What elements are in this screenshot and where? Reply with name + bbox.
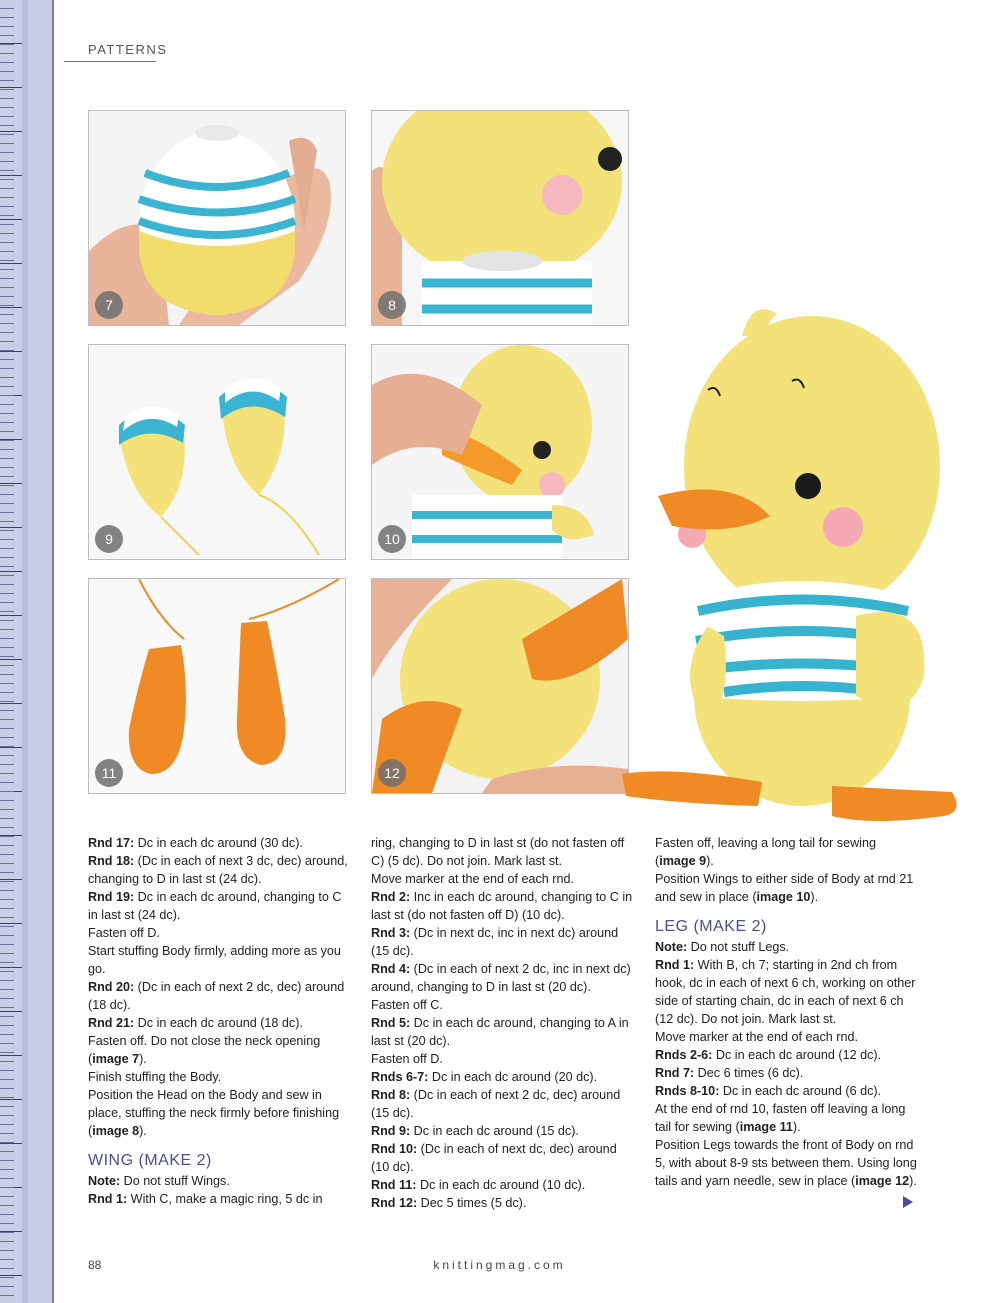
photo-7 bbox=[88, 110, 346, 326]
instruction-line: Rnd 18: (Dc in each of next 3 dc, dec) around, changing to D in last st (24 dc). bbox=[88, 854, 348, 886]
section-rule bbox=[64, 61, 156, 62]
continue-arrow-icon bbox=[903, 1196, 913, 1208]
instruction-line: At the end of rnd 10, fasten off leaving a long tail for sewing (image 11). bbox=[655, 1102, 906, 1134]
ruler-margin bbox=[0, 0, 54, 1303]
finished-chick-photo bbox=[612, 296, 972, 842]
instruction-line: Fasten off, leaving a long tail for sewing (image 9). bbox=[655, 836, 876, 868]
instruction-line: Rnd 11: Dc in each dc around (10 dc). bbox=[371, 1178, 586, 1192]
instruction-line: Position Wings to either side of Body at rnd 21 and sew in place (image 10). bbox=[655, 872, 914, 904]
instruction-line: Rnd 21: Dc in each dc around (18 dc). bbox=[88, 1016, 303, 1030]
instruction-line: Rnds 6-7: Dc in each dc around (20 dc). bbox=[371, 1070, 598, 1084]
instruction-line: Note: Do not stuff Wings. bbox=[88, 1174, 230, 1188]
section-label: PATTERNS bbox=[88, 42, 168, 57]
instruction-line: Rnd 2: Inc in each dc around, changing to C in last st (do not fasten off D) (10 dc). bbox=[371, 890, 633, 922]
instruction-line: Fasten off D. bbox=[88, 926, 160, 940]
leg-heading: LEG (MAKE 2) bbox=[655, 918, 767, 935]
instruction-line: Rnd 5: Dc in each dc around, changing to A in last st (20 dc). bbox=[371, 1016, 629, 1048]
wing-heading: WING (MAKE 2) bbox=[88, 1152, 212, 1169]
head-sewing-illustration bbox=[372, 111, 628, 325]
instruction-line: Rnd 12: Dec 5 times (5 dc). bbox=[371, 1196, 527, 1210]
instruction-line: Rnd 10: (Dc in each of next dc, dec) around (10 dc). bbox=[371, 1142, 617, 1174]
instruction-line: Rnd 7: Dec 6 times (6 dc). bbox=[655, 1066, 804, 1080]
photo-9 bbox=[88, 344, 346, 560]
instruction-line: Rnds 2-6: Dc in each dc around (12 dc). bbox=[655, 1048, 882, 1062]
image-number-badge: 7 bbox=[95, 291, 123, 319]
instruction-line: Rnd 1: With B, ch 7; starting in 2nd ch from hook, dc in each of next 6 ch, working on other side of starting chain, dc in each of next 6 ch (12 dc). Do not join. Mark last st. bbox=[655, 958, 916, 1026]
instruction-line: Rnd 17: Dc in each dc around (30 dc). bbox=[88, 836, 303, 850]
image-number-badge: 11 bbox=[95, 759, 123, 787]
instruction-line: Finish stuffing the Body. bbox=[88, 1070, 222, 1084]
image-number-badge: 9 bbox=[95, 525, 123, 553]
instruction-line: Start stuffing Body firmly, adding more as you go. bbox=[88, 944, 341, 976]
legs-position-illustration bbox=[372, 579, 628, 793]
instruction-line: Rnd 4: (Dc in each of next 2 dc, inc in next dc) around, changing to D in last st (20 dc). bbox=[371, 962, 631, 994]
instruction-line: Position the Head on the Body and sew in place, stuffing the neck firmly before finishing (image 8). bbox=[88, 1088, 340, 1138]
instruction-line: Move marker at the end of each rnd. bbox=[655, 1030, 859, 1044]
instruction-line: Rnds 8-10: Dc in each dc around (6 dc). bbox=[655, 1084, 882, 1098]
image-number-badge: 10 bbox=[378, 525, 406, 553]
instruction-line: ring, changing to D in last st (do not fasten off C) (5 dc). Do not join. Mark last st. bbox=[371, 836, 625, 868]
page-number: 88 bbox=[88, 1258, 102, 1272]
ruler-strip bbox=[22, 0, 28, 1303]
footer-website: knittingmag.com bbox=[433, 1258, 566, 1272]
instruction-line: Rnd 1: With C, make a magic ring, 5 dc in bbox=[88, 1192, 323, 1206]
instructions-column-1 bbox=[88, 834, 350, 1208]
instructions-column-2 bbox=[371, 834, 633, 1212]
photo-8 bbox=[371, 110, 629, 326]
instruction-line: Note: Do not stuff Legs. bbox=[655, 940, 790, 954]
instruction-line: Rnd 20: (Dc in each of next 2 dc, dec) around (18 dc). bbox=[88, 980, 345, 1012]
instruction-line: Fasten off D. bbox=[371, 1052, 443, 1066]
photo-11 bbox=[88, 578, 346, 794]
instruction-line: Rnd 19: Dc in each dc around, changing to C in last st (24 dc). bbox=[88, 890, 342, 922]
image-number-badge: 12 bbox=[378, 759, 406, 787]
instructions-column-3 bbox=[655, 834, 917, 1190]
instruction-line: Fasten off C. bbox=[371, 998, 443, 1012]
body-in-hand-illustration bbox=[89, 111, 345, 325]
chick-illustration bbox=[612, 296, 972, 842]
image-number-badge: 8 bbox=[378, 291, 406, 319]
instruction-line: Rnd 8: (Dc in each of next 2 dc, dec) around (15 dc). bbox=[371, 1088, 621, 1120]
instruction-line: Rnd 9: Dc in each dc around (15 dc). bbox=[371, 1124, 579, 1138]
wing-attach-illustration bbox=[372, 345, 628, 559]
photo-10 bbox=[371, 344, 629, 560]
wings-illustration bbox=[89, 345, 345, 559]
instruction-line: Fasten off. Do not close the neck opening (image 7). bbox=[88, 1034, 321, 1066]
instruction-line: Position Legs towards the front of Body on rnd 5, with about 8-9 sts between them. Using long tails and yarn needle, sew in place (image 12). bbox=[655, 1138, 917, 1188]
legs-illustration bbox=[89, 579, 345, 793]
instruction-line: Move marker at the end of each rnd. bbox=[371, 872, 575, 886]
body-rounds bbox=[88, 834, 350, 1140]
photo-12 bbox=[371, 578, 629, 794]
instruction-line: Rnd 3: (Dc in next dc, inc in next dc) around (15 dc). bbox=[371, 926, 619, 958]
